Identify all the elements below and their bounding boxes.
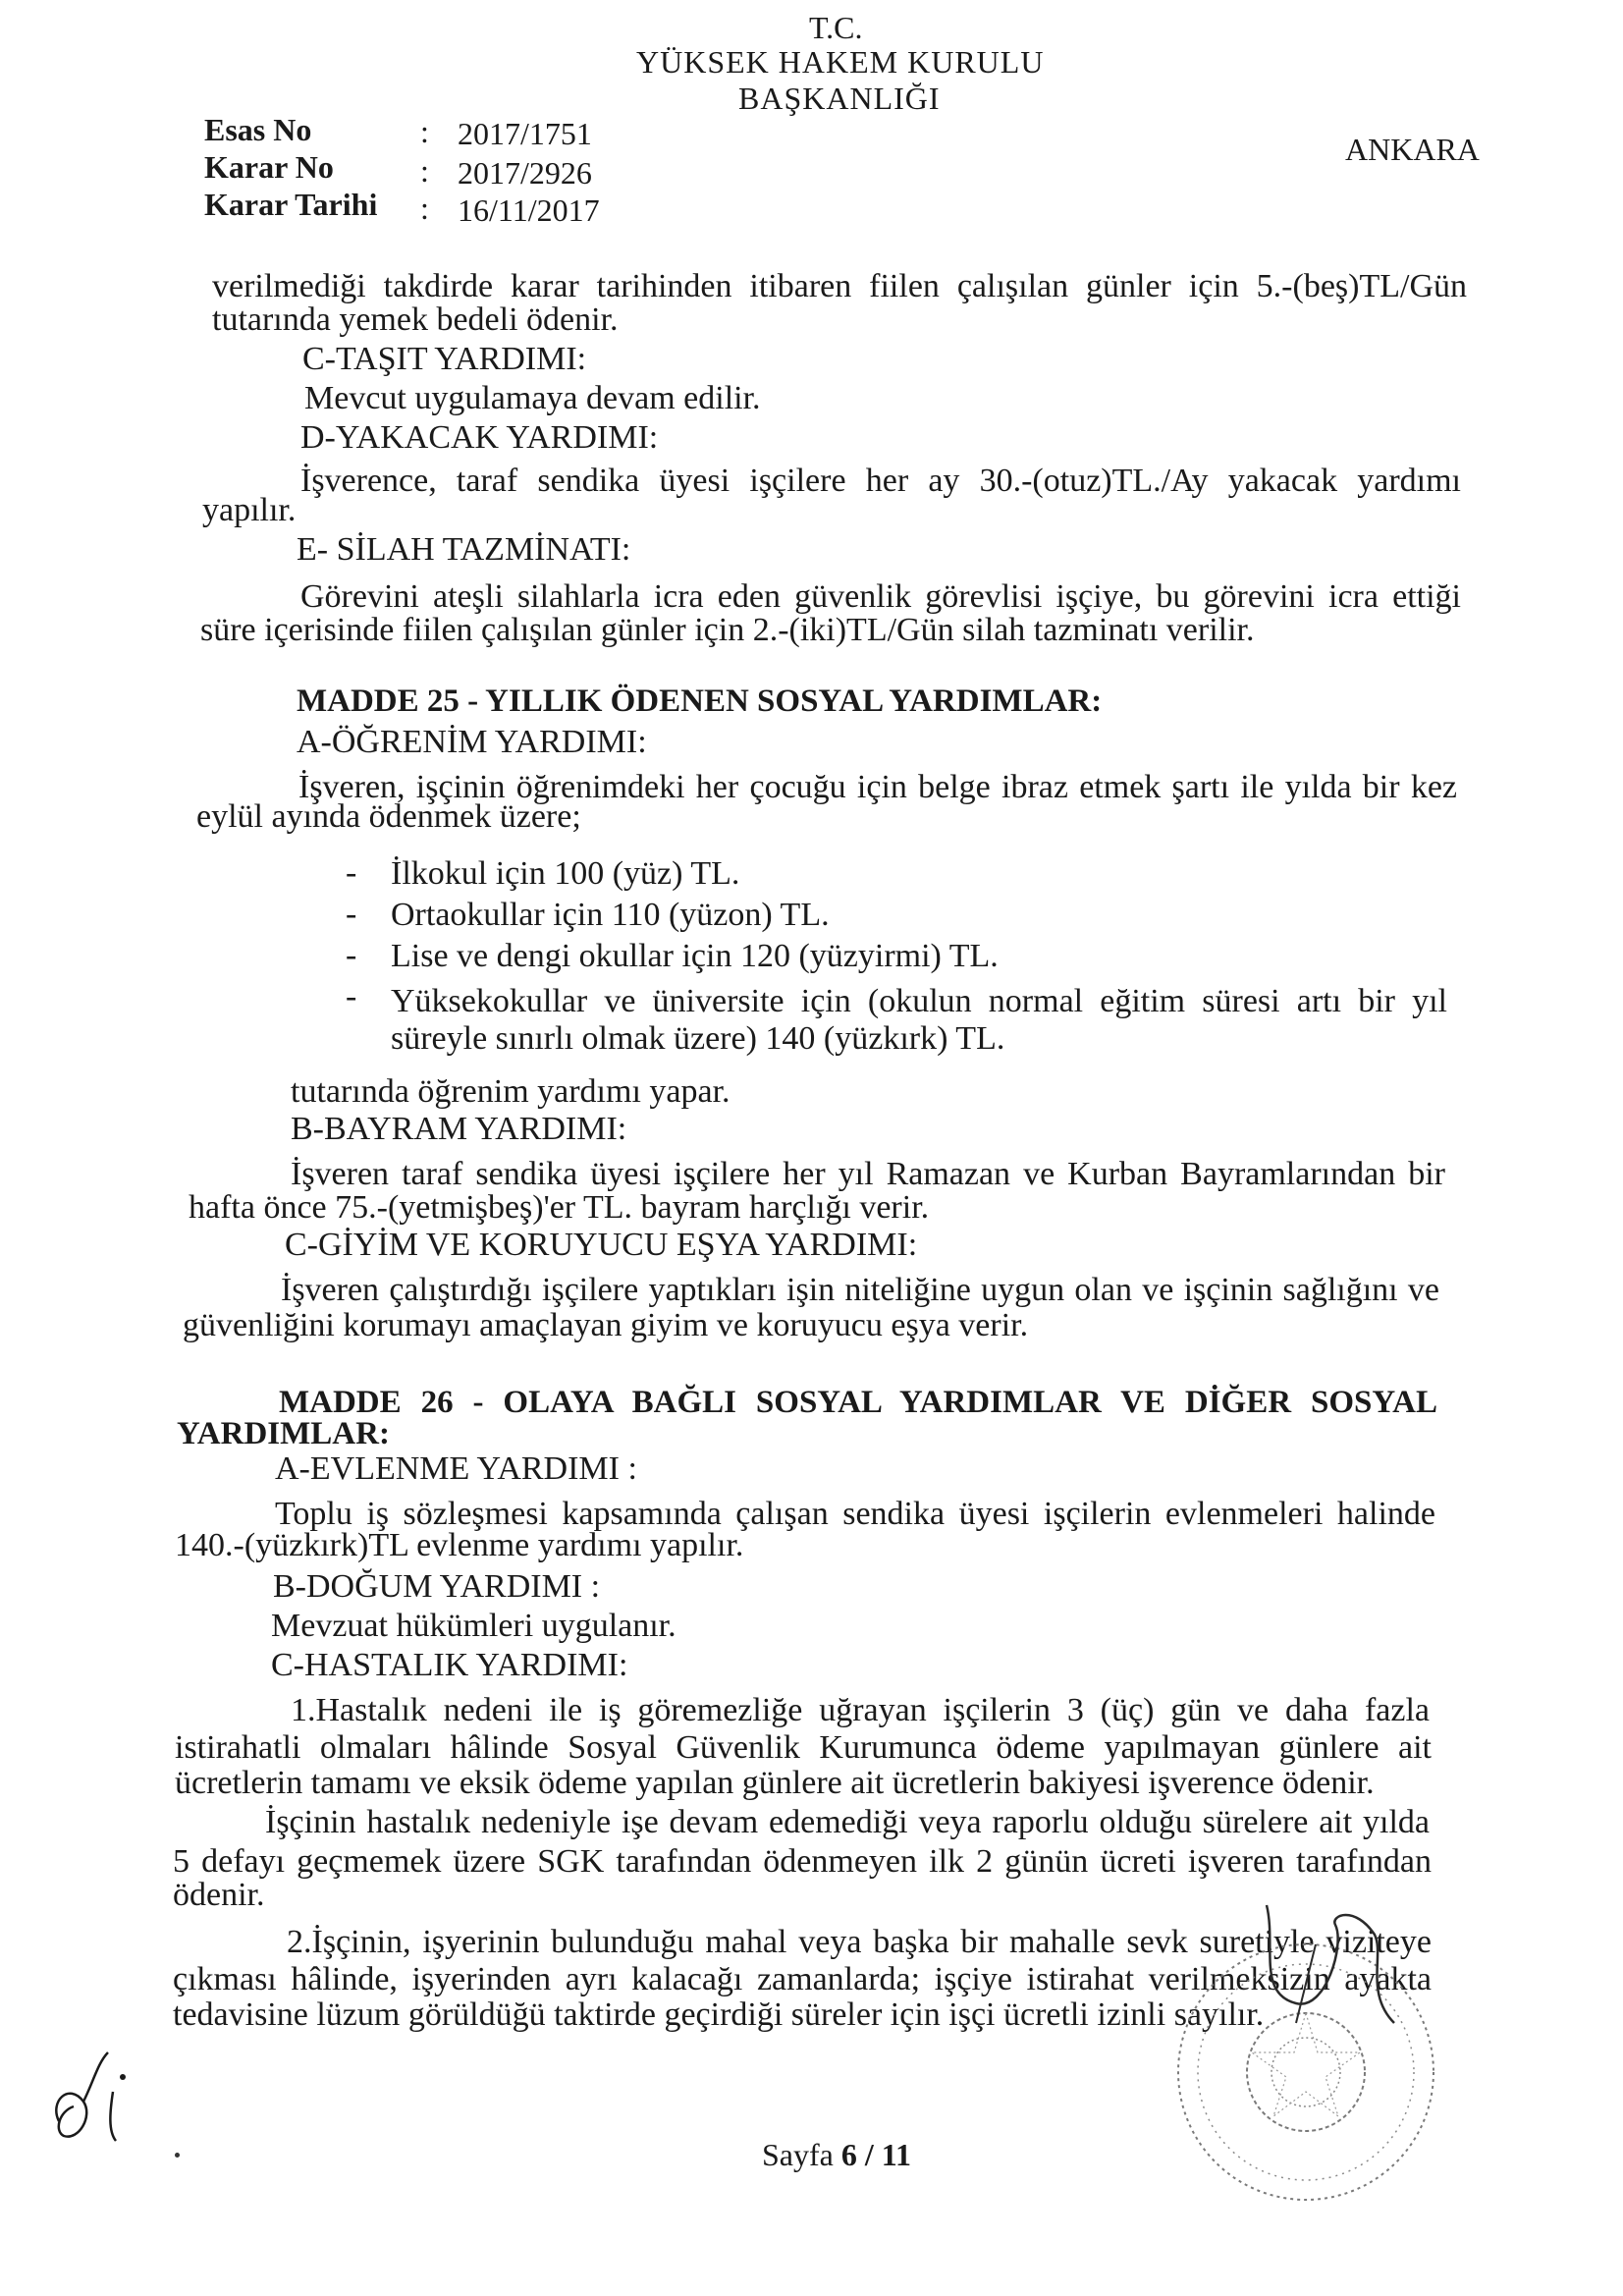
body-line: verilmediği takdirde karar tarihinden itibaren fiilen çalışılan günler için 5.-(beş)TL/Gün xyxy=(212,268,1467,304)
list-item: İlkokul için 100 (yüz) TL. xyxy=(391,855,740,892)
section-heading: B-DOĞUM YARDIMI : xyxy=(273,1568,601,1605)
bullet-dash: - xyxy=(346,978,357,1014)
section-heading: C-TAŞIT YARDIMI: xyxy=(302,341,587,377)
meta-label-tarih: Karar Tarihi xyxy=(204,187,378,222)
body-line: 1.Hastalık nedeni ile iş göremezliğe uğrayan işçilerin 3 (üç) gün ve daha fazla xyxy=(291,1692,1430,1728)
bullet-dash: - xyxy=(346,937,357,973)
header-presidency: BAŞKANLIĞI xyxy=(738,81,941,116)
header-tc: T.C. xyxy=(809,10,863,45)
body-line: çıkması hâlinde, işyerinden ayrı kalacağı zamanlarda; işçiye istirahat verilmeksizin ayakta xyxy=(173,1961,1432,1997)
body-line: Mevcut uygulamaya devam edilir. xyxy=(304,380,761,416)
header-city: ANKARA xyxy=(1345,132,1480,167)
article-heading-25: MADDE 25 - YILLIK ÖDENEN SOSYAL YARDIMLAR: xyxy=(297,683,1103,719)
body-line: süre içerisinde fiilen çalışılan günler için 2.-(iki)TL/Gün silah tazminatı verilir. xyxy=(200,612,1255,648)
list-item: Lise ve dengi okullar için 120 (yüzyirmi) TL. xyxy=(391,938,999,974)
initials-icon xyxy=(39,2043,147,2160)
page-num: 6 / 11 xyxy=(840,2137,911,2172)
list-item: Yüksekokullar ve üniversite için (okulun normal eğitim süresi artı bir yıl xyxy=(391,983,1447,1019)
section-heading: D-YAKACAK YARDIMI: xyxy=(300,419,659,456)
body-line: Mevzuat hükümleri uygulanır. xyxy=(271,1608,676,1644)
body-line: İşveren çalıştırdığı işçilere yaptıkları işin niteliğine uygun olan ve işçinin sağlığını ve xyxy=(281,1272,1439,1308)
section-heading: A-EVLENME YARDIMI : xyxy=(275,1450,637,1487)
section-heading: E- SİLAH TAZMİNATI: xyxy=(297,531,631,568)
stray-dot xyxy=(175,2153,180,2158)
section-heading: C-HASTALIK YARDIMI: xyxy=(271,1647,628,1683)
section-heading: B-BAYRAM YARDIMI: xyxy=(291,1111,627,1147)
meta-sep-esas: : xyxy=(420,114,429,149)
body-line: 2.İşçinin, işyerinin bulunduğu mahal veya başka bir mahalle sevk suretiyle viziteye xyxy=(287,1924,1432,1960)
page-prefix: Sayfa xyxy=(762,2137,834,2172)
body-line: ücretlerin tamamı ve eksik ödeme yapılan günlere ait ücretlerin bakiyesi işverence ödenir. xyxy=(175,1765,1375,1801)
body-line: İşçinin hastalık nedeniyle işe devam edemediği veya raporlu olduğu sürelere ait yılda xyxy=(265,1804,1430,1840)
body-line: tedavisine lüzum görüldüğü taktirde geçirdiği süreler için işçi ücretli izinli sayılır. xyxy=(173,1996,1265,2033)
body-line: istirahatli olmaları hâlinde Sosyal Güvenlik Kurumunca ödeme yapılmayan günlere ait xyxy=(175,1729,1432,1766)
body-line: Toplu iş sözleşmesi kapsamında çalışan sendika üyesi işçilerin evlenmeleri halinde xyxy=(275,1496,1435,1532)
body-line: İşveren taraf sendika üyesi işçilere her yıl Ramazan ve Kurban Bayramlarından bir xyxy=(291,1156,1445,1192)
section-heading: A-ÖĞRENİM YARDIMI: xyxy=(297,724,647,760)
section-heading: C-GİYİM VE KORUYUCU EŞYA YARDIMI: xyxy=(285,1227,918,1263)
body-line: Görevini ateşli silahlarla icra eden güvenlik görevlisi işçiye, bu görevini icra ettiği xyxy=(300,578,1461,615)
body-line: ödenir. xyxy=(173,1877,265,1913)
bullet-dash: - xyxy=(346,896,357,932)
meta-sep-karar: : xyxy=(420,153,429,189)
body-line: İşverence, taraf sendika üyesi işçilere her ay 30.-(otuz)TL./Ay yakacak yardımı xyxy=(300,463,1461,499)
meta-label-karar: Karar No xyxy=(204,149,334,185)
bullet-dash: - xyxy=(346,854,357,891)
body-line: 140.-(yüzkırk)TL evlenme yardımı yapılır. xyxy=(175,1527,744,1563)
list-item: süreyle sınırlı olmak üzere) 140 (yüzkırk) TL. xyxy=(391,1020,1005,1057)
page-number xyxy=(762,2137,911,2173)
body-line: tutarında yemek bedeli ödenir. xyxy=(212,301,619,338)
meta-value-esas: 2017/1751 xyxy=(458,116,592,151)
meta-label-esas: Esas No xyxy=(204,112,312,147)
body-line: 5 defayı geçmemek üzere SGK tarafından ödenmeyen ilk 2 günün ücreti işveren tarafından xyxy=(173,1843,1432,1880)
body-line: eylül ayında ödenmek üzere; xyxy=(196,798,581,835)
body-line: yapılır. xyxy=(202,492,297,528)
meta-value-tarih: 16/11/2017 xyxy=(458,192,600,228)
meta-sep-tarih: : xyxy=(420,191,429,226)
signature-icon xyxy=(1237,1886,1414,2043)
body-line: güvenliğini korumayı amaçlayan giyim ve koruyucu eşya verir. xyxy=(183,1307,1029,1343)
header-court: YÜKSEK HAKEM KURULU xyxy=(636,44,1045,80)
article-heading-26-cont: YARDIMLAR: xyxy=(177,1416,390,1451)
meta-value-karar: 2017/2926 xyxy=(458,155,592,191)
body-line: hafta önce 75.-(yetmişbeş)'er TL. bayram harçlığı verir. xyxy=(189,1189,930,1226)
article-heading-26: MADDE 26 - OLAYA BAĞLI SOSYAL YARDIMLAR VE DİĞER SOSYAL xyxy=(279,1385,1437,1420)
body-line: İşveren, işçinin öğrenimdeki her çocuğu için belge ibraz etmek şartı ile yılda bir kez xyxy=(298,769,1457,805)
list-item: Ortaokullar için 110 (yüzon) TL. xyxy=(391,897,830,933)
body-line: tutarında öğrenim yardımı yapar. xyxy=(291,1073,730,1110)
